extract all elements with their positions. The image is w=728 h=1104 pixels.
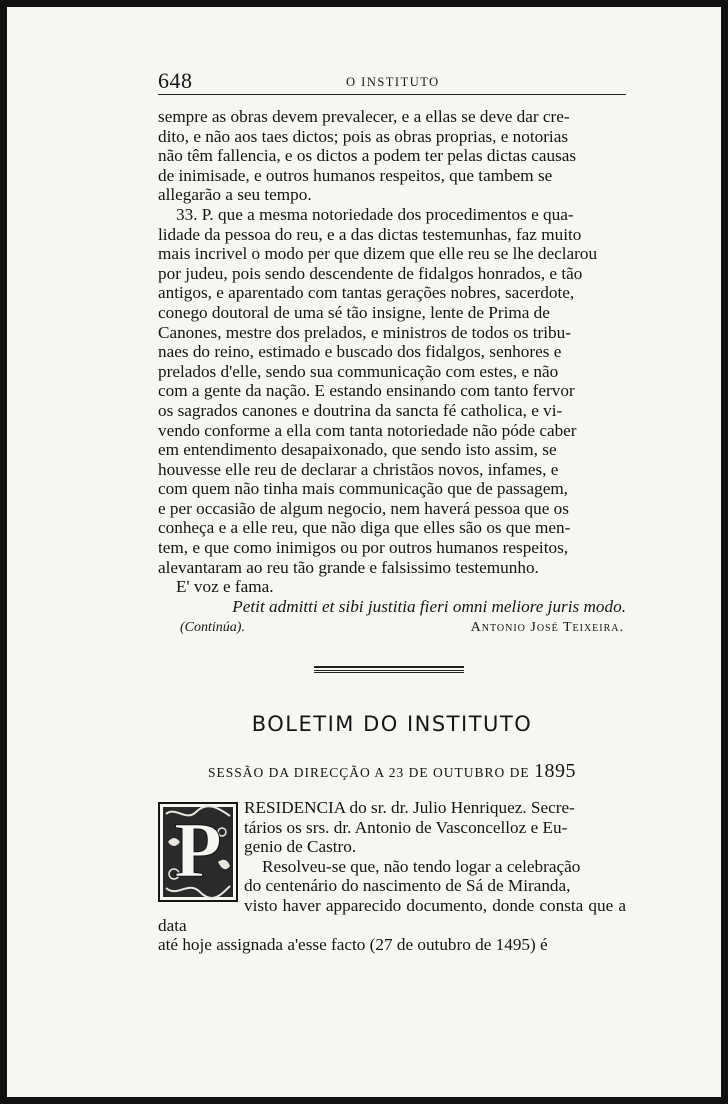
paragraph-33-line: vendo conforme a ella com tanta notoriedade não póde caber <box>158 420 577 440</box>
voz-fama-line: E' voz e fama. <box>176 577 274 597</box>
paragraph-33-line: em entendimento desapaixonado, que sendo isto assim, se <box>158 440 557 460</box>
session-minutes <box>158 798 626 955</box>
paragraph-33-line: mais incrivel o modo per que dizem que elle reu se lhe declarou <box>158 244 598 264</box>
petit-line: Petit admitti et sibi justitia fieri omni meliore juris modo. <box>232 596 626 616</box>
text-line: não têm fallencia, e os dictos a podem ter pelas dictas causas <box>158 146 577 166</box>
boletim-title: BOLETIM DO INSTITUTO <box>251 712 533 736</box>
text-line: dito, e não aos taes dictos; pois as obras proprias, e notorias <box>158 126 569 146</box>
text-line: allegarão a seu tempo. <box>158 185 312 205</box>
dropcap-ornament-icon <box>158 802 238 902</box>
session-year: 1895 <box>534 760 577 782</box>
book-page <box>158 60 626 955</box>
author-signature: Antonio José Teixeira. <box>470 620 624 636</box>
paragraph-33-line: conego doutoral de uma sé tão insigne, lente de Prima de <box>158 302 550 322</box>
dropcap-letter: P <box>174 806 222 893</box>
section-divider <box>314 666 464 674</box>
paragraph-33-line: houvesse elle reu de declarar a christãos novos, infames, e <box>158 459 559 479</box>
ornamental-dropcap <box>158 802 238 902</box>
paragraph-33-line: por judeu, pois sendo descendente de fidalgos honrados, e tão <box>158 263 583 283</box>
minutes-line: visto haver apparecido documento, donde consta que a data <box>158 895 626 935</box>
paragraph-33-line: os sagrados canones e doutrina da sancta fé catholica, e vi- <box>158 400 563 420</box>
continua-note: (Continúa). <box>180 620 245 636</box>
minutes-line: Resolveu-se que, não tendo logar a celebração <box>262 856 581 876</box>
paragraph-33-line: e per occasião de algum negocio, nem haverá pessoa que os <box>158 498 569 518</box>
minutes-line: até hoje assignada a'esse facto (27 de outubro de 1495) é <box>158 935 548 955</box>
paragraph-33-line: lidade da pessoa do reu, e a das dictas testemunhas, faz muito <box>158 224 582 244</box>
paragraph-33-line: com a gente da nação. E estando ensinando com tanto fervor <box>158 381 575 401</box>
journal-title: O INSTITUTO <box>346 75 440 89</box>
paragraph-33-line: naes do reino, estimado e buscado dos fidalgos, senhores e <box>158 342 562 362</box>
paragraph-33-line: conheça e a elle reu, que não diga que elles são os que men- <box>158 518 571 538</box>
paragraph-33-line: alevantaram ao reu tão grande e falsissimo testemunho. <box>158 557 539 577</box>
paragraph-33-line: prelados d'elle, sendo sua communicação com estes, e não <box>158 361 559 381</box>
minutes-line: genio de Castro. <box>244 837 357 857</box>
page-number: 648 <box>158 68 193 93</box>
text-line: de inimisade, e outros humanos respeitos, que tambem se <box>158 165 553 185</box>
paragraph-33-line: com quem não tinha mais communicação que de passagem, <box>158 479 568 499</box>
article-body <box>158 107 626 638</box>
text-line: sempre as obras devem prevalecer, e a ellas se deve dar cre- <box>158 107 570 126</box>
paragraph-33-line: 33. P. que a mesma notoriedade dos procedimentos e qua- <box>176 204 574 224</box>
minutes-line: do centenário do nascimento de Sá de Miranda, <box>244 876 571 896</box>
session-text: SESSÃO DA DIRECÇÃO A 23 DE OUTUBRO DE <box>207 765 530 780</box>
paragraph-33-line: antigos, e aparentado com tantas gerações nobres, sacerdote, <box>158 283 575 303</box>
signature-row <box>158 618 626 638</box>
running-head <box>158 60 626 95</box>
paragraph-33-line: tem, e que como inimigos ou por outros humanos respeitos, <box>158 538 569 558</box>
session-heading <box>158 760 626 783</box>
minutes-line: RESIDENCIA do sr. dr. Julio Henriquez. Secre- <box>244 798 575 817</box>
paragraph-33-line: Canones, mestre dos prelados, e ministros de todos os tribu- <box>158 322 571 342</box>
minutes-line: tários os srs. dr. Antonio de Vasconcelloz e Eu- <box>244 817 568 837</box>
